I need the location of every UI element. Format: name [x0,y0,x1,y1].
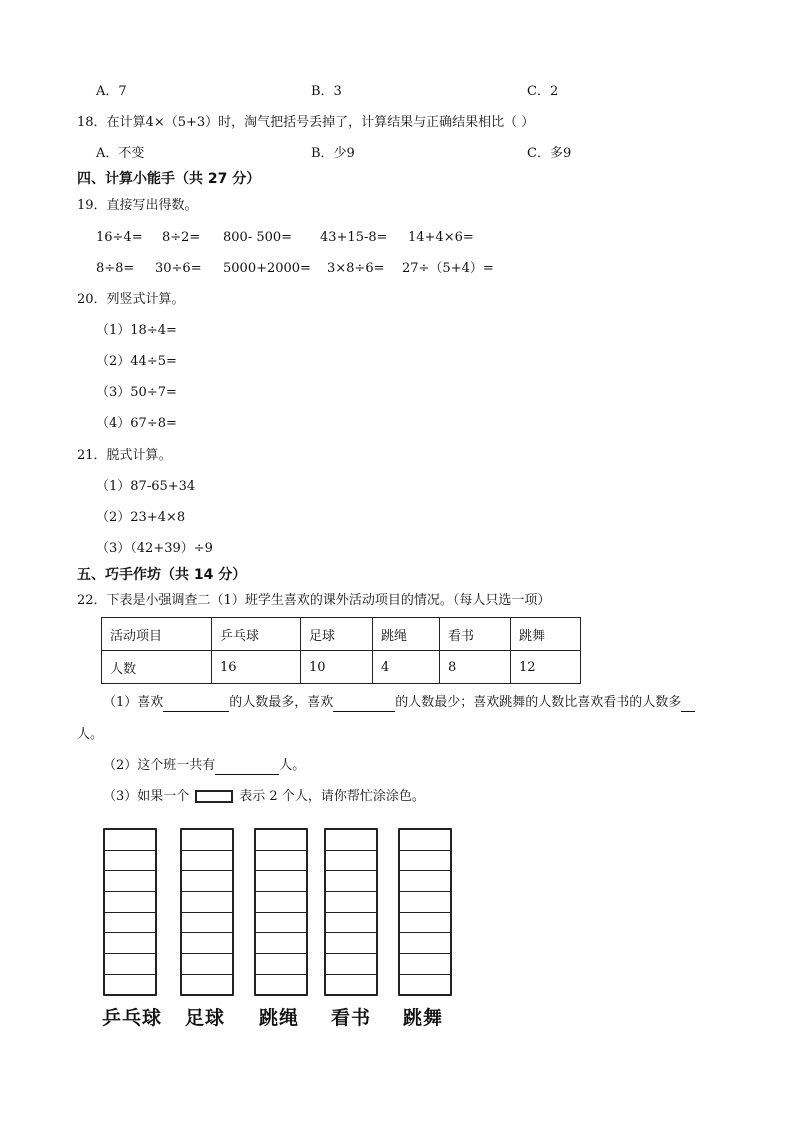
bar-column-jumprope[interactable] [254,828,308,996]
q22-p2-text-a: （2）这个班一共有 [103,758,216,773]
q19-r2-c1: 8÷8= [96,261,135,276]
q22-p1-text-c: 的人数最少；喜欢跳舞的人数比喜欢看书的人数多 [395,695,682,710]
q22-part2 [103,757,305,775]
table-row [102,618,581,651]
table-cell: 12 [511,651,581,684]
q19-r2-c2: 30÷6= [155,261,202,276]
table-cell: 10 [301,651,373,684]
table-cell: 跳绳 [373,618,440,651]
q20-item-2: （2）44÷5= [96,354,177,369]
q22-p1-text-d: 人。 [77,727,104,742]
bar-column-dance[interactable] [398,828,452,996]
table-cell: 人数 [102,651,212,684]
q22-p1-text-a: （1）喜欢 [103,695,164,710]
table-cell: 8 [440,651,511,684]
bar-label-dance: 跳舞 [403,1007,444,1029]
bar-label-football: 足球 [185,1007,226,1029]
q20-item-1: （1）18÷4= [96,323,177,338]
section-4-title: 四、计算小能手（共 27 分） [77,171,261,187]
bar-label-reading: 看书 [331,1007,372,1029]
q21-stem: 21．脱式计算。 [77,448,172,463]
table-cell: 16 [212,651,301,684]
q20-item-4: （4）67÷8= [96,416,177,431]
q19-stem: 19．直接写出得数。 [77,198,198,213]
q19-r2-c4: 3×8÷6= [327,261,385,276]
q22-p3-text-a: （3）如果一个 [103,789,190,804]
q18-option-a: A．不变 [96,146,145,161]
q17-option-b: B．3 [311,84,342,99]
q19-r1-c3: 800- 500= [223,230,293,245]
q19-r1-c4: 43+15-8= [320,230,388,245]
q18-option-b: B．少9 [311,146,355,161]
answer-blank[interactable] [215,760,279,775]
table-cell: 跳舞 [511,618,581,651]
section-5-title: 五、巧手作坊（共 14 分） [77,567,247,583]
q20-stem: 20．列竖式计算。 [77,292,185,307]
bar-column-reading[interactable] [324,828,378,996]
answer-blank[interactable] [681,697,695,712]
q19-r1-c5: 14+4×6= [408,230,474,245]
table-cell: 4 [373,651,440,684]
q20-item-3: （3）50÷7= [96,385,177,400]
q19-r2-c5: 27÷（5+4）= [402,261,494,276]
q22-part3 [103,788,425,806]
q21-item-2: （2）23+4×8 [96,510,186,525]
q18-stem: 18．在计算4×（5+3）时，淘气把括号丢掉了，计算结果与正确结果相比（ ） [77,115,535,130]
legend-cell-box [195,790,233,803]
table-cell: 活动项目 [102,618,212,651]
bar-column-football[interactable] [180,828,234,996]
q17-option-a: A．7 [96,84,127,99]
table-row [102,651,581,684]
q21-item-1: （1）87-65+34 [96,479,196,494]
bar-label-pingpong: 乒乓球 [102,1007,163,1029]
table-cell: 乒乓球 [212,618,301,651]
answer-blank[interactable] [333,697,395,712]
q17-option-c: C．2 [527,84,559,99]
q22-p2-text-b: 人。 [279,758,306,773]
q22-p3-text-b: 表示 2 个人，请你帮忙涂涂色。 [239,789,425,804]
table-cell: 看书 [440,618,511,651]
answer-blank[interactable] [163,697,229,712]
q21-item-3: （3）（42+39）÷9 [96,541,213,556]
activity-table [101,617,581,684]
q22-stem: 22．下表是小强调查二（1）班学生喜欢的课外活动项目的情况。（每人只选一项） [77,593,551,608]
bar-column-pingpong[interactable] [103,828,157,996]
q22-p1-text-b: 的人数最多，喜欢 [229,695,334,710]
q19-r2-c3: 5000+2000= [223,261,311,276]
q18-option-c: C．多9 [527,146,572,161]
q19-r1-c1: 16÷4= [96,230,143,245]
q22-part1 [103,694,695,712]
table-cell: 足球 [301,618,373,651]
bar-label-jumprope: 跳绳 [259,1007,300,1029]
q19-r1-c2: 8÷2= [162,230,201,245]
